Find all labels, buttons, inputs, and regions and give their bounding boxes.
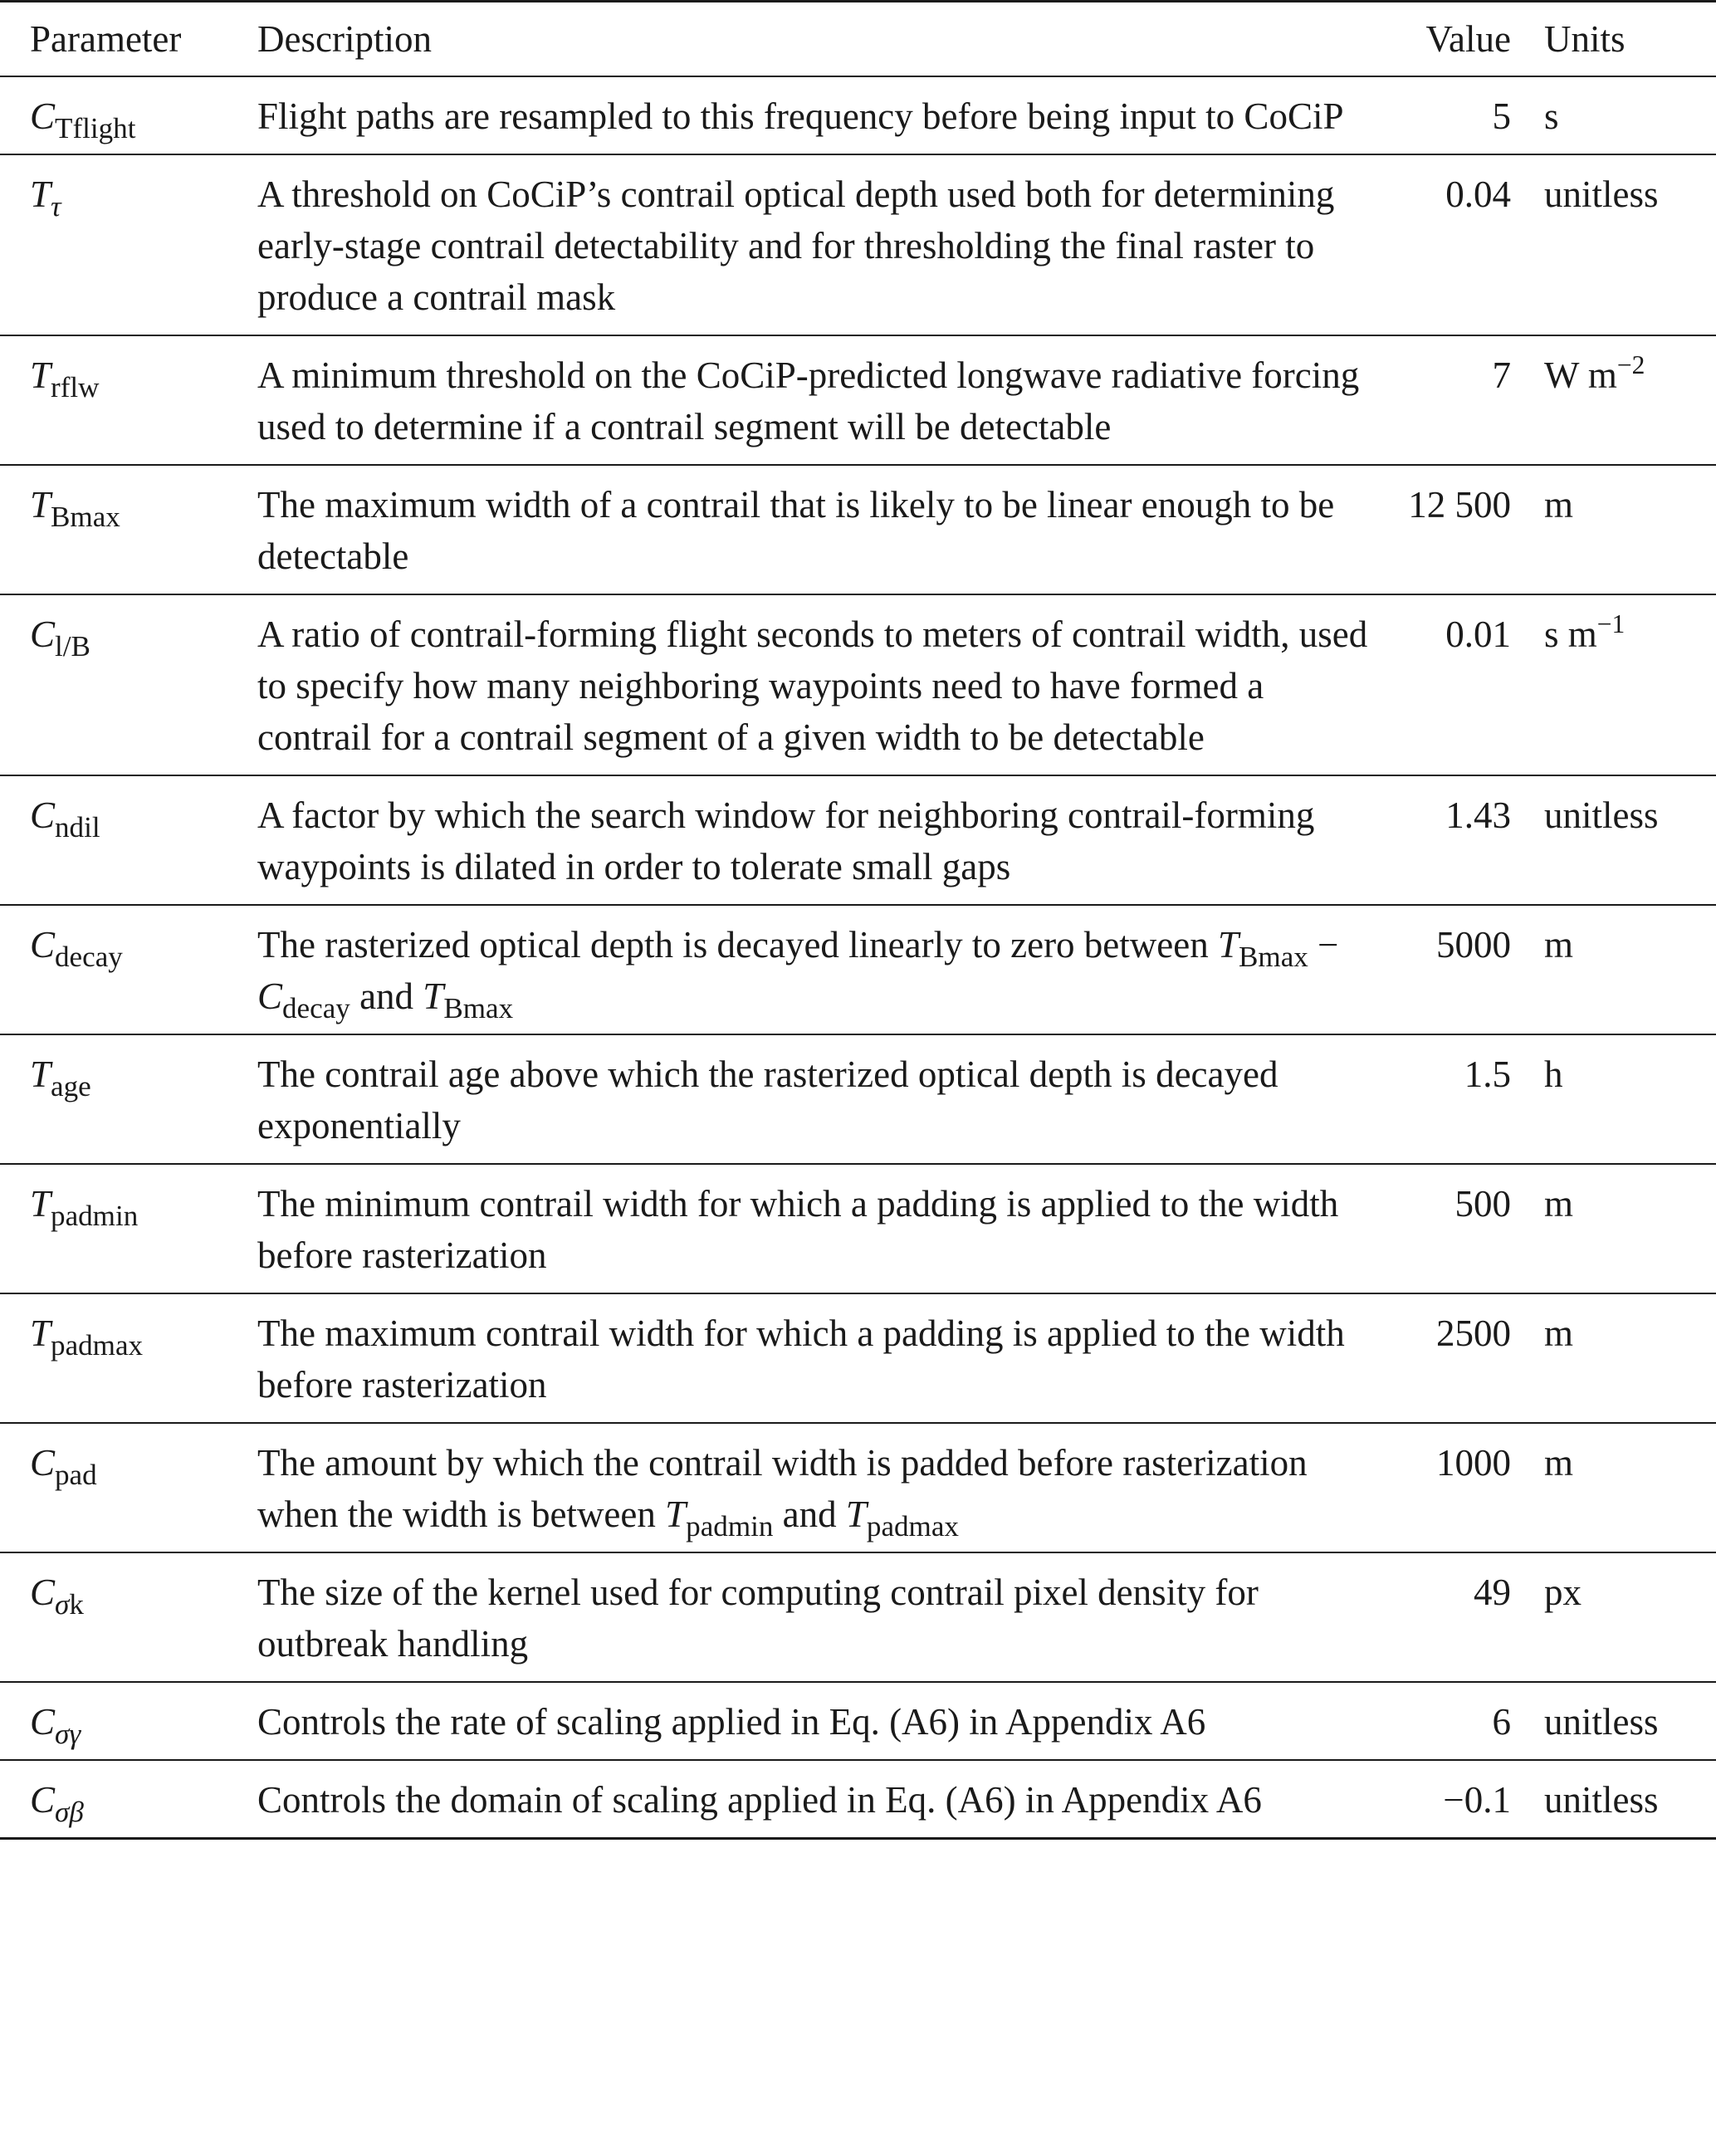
table-row bbox=[0, 775, 1716, 905]
parameter-symbol: $C_{\sigma\gamma}$ bbox=[30, 1701, 81, 1751]
units-cell: unitless bbox=[1544, 174, 1659, 215]
parameter-symbol: $T_{age}$ bbox=[30, 1054, 91, 1103]
description-cell: The minimum contrail width for which a padding is applied to the width before rasterization bbox=[257, 1183, 1339, 1276]
table-body bbox=[0, 76, 1716, 1839]
table-header bbox=[0, 2, 1716, 77]
table-row bbox=[0, 465, 1716, 594]
units-cell: s bbox=[1544, 95, 1559, 137]
value-cell: 7 bbox=[1492, 354, 1511, 396]
units-cell: unitless bbox=[1544, 1779, 1659, 1821]
parameter-symbol: $C_{Tflight}$ bbox=[30, 95, 136, 145]
parameter-cell bbox=[0, 1034, 241, 1164]
description-cell: The amount by which the contrail width is padded before rasterization when the width is between $T_{padmin}$ and $T_{padmax}$ bbox=[257, 1442, 1308, 1543]
header-row bbox=[0, 2, 1716, 77]
units-cell: m bbox=[1544, 1313, 1574, 1354]
description-cell: The maximum width of a contrail that is likely to be linear enough to be detectable bbox=[257, 484, 1335, 577]
value-cell: 1.5 bbox=[1464, 1054, 1511, 1095]
parameter-cell bbox=[0, 76, 241, 154]
value-cell: 0.04 bbox=[1445, 174, 1511, 215]
parameter-cell bbox=[0, 335, 241, 465]
header-parameter: Parameter bbox=[30, 18, 182, 60]
parameter-symbol: $T_{rflw}$ bbox=[30, 354, 100, 404]
parameter-symbol: $C_{\sigma k}$ bbox=[30, 1572, 84, 1621]
units-cell: m bbox=[1544, 1442, 1574, 1484]
value-cell: 49 bbox=[1474, 1572, 1511, 1613]
value-cell: 0.01 bbox=[1445, 614, 1511, 655]
table-row bbox=[0, 335, 1716, 465]
units-cell: m bbox=[1544, 924, 1574, 966]
table-row bbox=[0, 1760, 1716, 1839]
table-row bbox=[0, 1423, 1716, 1552]
units-cell: h bbox=[1544, 1054, 1563, 1095]
header-value: Value bbox=[1425, 18, 1511, 60]
description-cell: Controls the rate of scaling applied in Eq. (A6) in Appendix A6 bbox=[257, 1701, 1206, 1743]
units-cell: px bbox=[1544, 1572, 1582, 1613]
table-row bbox=[0, 905, 1716, 1034]
description-cell: A factor by which the search window for neighboring contrail-forming waypoints is dilated in order to tolerate small gaps bbox=[257, 794, 1315, 887]
units-cell: W $m^{-2}$ bbox=[1544, 350, 1645, 396]
description-cell: Controls the domain of scaling applied in Eq. (A6) in Appendix A6 bbox=[257, 1779, 1262, 1821]
units-cell: m bbox=[1544, 484, 1574, 526]
parameter-symbol: $T_\tau$ bbox=[30, 174, 61, 223]
value-cell: −0.1 bbox=[1443, 1779, 1511, 1821]
units-cell: s $m^{-1}$ bbox=[1544, 609, 1626, 655]
table-row bbox=[0, 76, 1716, 154]
parameter-cell bbox=[0, 775, 241, 905]
value-cell: 500 bbox=[1454, 1183, 1511, 1225]
value-cell: 1000 bbox=[1436, 1442, 1511, 1484]
units-cell: unitless bbox=[1544, 1701, 1659, 1743]
parameter-cell bbox=[0, 154, 241, 335]
table-row bbox=[0, 1034, 1716, 1164]
parameter-cell bbox=[0, 1682, 241, 1760]
parameter-symbol: $T_{padmin}$ bbox=[30, 1183, 139, 1233]
value-cell: 5 bbox=[1492, 95, 1511, 137]
table-row bbox=[0, 1164, 1716, 1293]
value-cell: 5000 bbox=[1436, 924, 1511, 966]
description-cell: The size of the kernel used for computing contrail pixel density for outbreak handling bbox=[257, 1572, 1259, 1665]
parameter-symbol: $T_{Bmax}$ bbox=[30, 484, 120, 534]
parameter-cell bbox=[0, 1552, 241, 1682]
value-cell: 1.43 bbox=[1445, 794, 1511, 836]
description-cell: The maximum contrail width for which a padding is applied to the width before rasterization bbox=[257, 1313, 1345, 1406]
parameter-symbol: $C_{ndil}$ bbox=[30, 794, 100, 844]
units-cell: unitless bbox=[1544, 794, 1659, 836]
parameter-symbol: $C_{\sigma\beta}$ bbox=[30, 1779, 84, 1829]
units-cell: m bbox=[1544, 1183, 1574, 1225]
parameter-cell bbox=[0, 1423, 241, 1552]
table-row bbox=[0, 154, 1716, 335]
description-cell: Flight paths are resampled to this frequency before being input to CoCiP bbox=[257, 95, 1344, 137]
parameter-cell bbox=[0, 1760, 241, 1839]
table-row bbox=[0, 1682, 1716, 1760]
value-cell: 2500 bbox=[1436, 1313, 1511, 1354]
parameter-cell bbox=[0, 1164, 241, 1293]
description-cell: The rasterized optical depth is decayed linearly to zero between $T_{Bmax} - C_{decay}$ and $T_{Bmax}$ bbox=[257, 924, 1339, 1025]
parameter-cell bbox=[0, 905, 241, 1034]
parameter-symbol: $C_{pad}$ bbox=[30, 1442, 97, 1492]
description-cell: A threshold on CoCiP’s contrail optical depth used both for determining early-stage contrail detectability and for thresholding the final raster to produce a contrail mask bbox=[257, 174, 1335, 318]
parameter-cell bbox=[0, 465, 241, 594]
parameter-symbol: $T_{padmax}$ bbox=[30, 1313, 144, 1362]
description-cell: The contrail age above which the rasterized optical depth is decayed exponentially bbox=[257, 1054, 1278, 1146]
table-row bbox=[0, 1552, 1716, 1682]
description-cell: A ratio of contrail-forming flight seconds to meters of contrail width, used to specify how many neighboring waypoints need to have formed a contrail for a contrail segment of a given width to be detectable bbox=[257, 614, 1368, 758]
table-row bbox=[0, 594, 1716, 775]
value-cell: 12 500 bbox=[1408, 484, 1511, 526]
description-cell: A minimum threshold on the CoCiP-predicted longwave radiative forcing used to determine if a contrail segment will be detectable bbox=[257, 354, 1360, 447]
value-cell: 6 bbox=[1492, 1701, 1511, 1743]
parameter-cell bbox=[0, 594, 241, 775]
parameter-cell bbox=[0, 1293, 241, 1423]
table-row bbox=[0, 1293, 1716, 1423]
parameter-symbol: $C_{decay}$ bbox=[30, 924, 123, 974]
header-units: Units bbox=[1544, 18, 1626, 60]
header-description: Description bbox=[257, 18, 432, 60]
parameter-symbol: $C_{l/B}$ bbox=[30, 614, 90, 663]
